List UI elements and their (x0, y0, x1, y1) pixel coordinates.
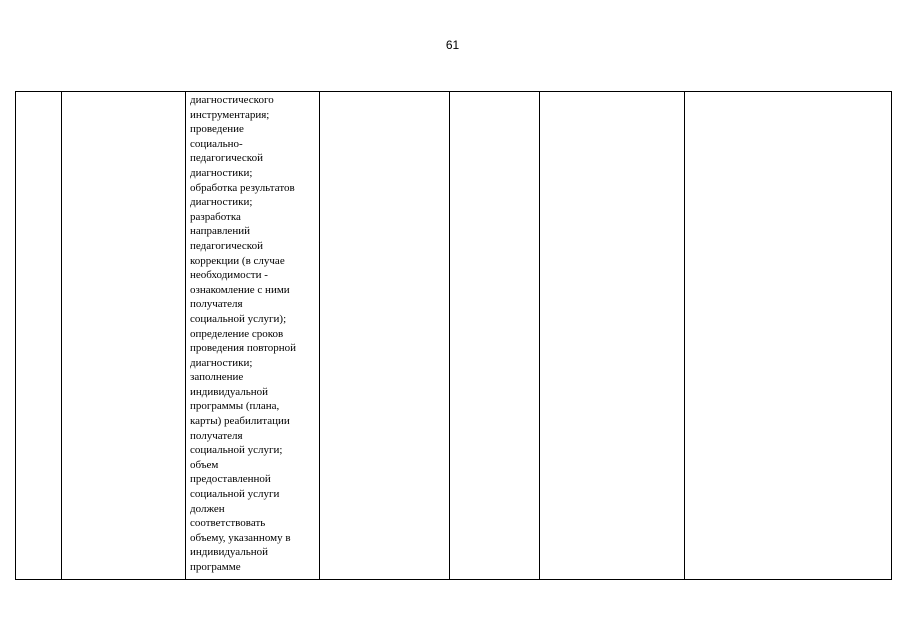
table-cell-column-6 (540, 92, 685, 580)
table-cell-column-7 (685, 92, 892, 580)
table-cell-column-5 (450, 92, 540, 580)
page-number: 61 (445, 38, 460, 52)
table-cell-service-description (186, 92, 320, 580)
service-description-text: диагностического инструментария; проведение социально- педагогической диагностики; обработка результатов диагностики; разработка направлений педагогической коррекции (в случае необходимости - ознакомление с ними получателя социальной услуги); определение сроков проведения повторной диагностики; заполнение индивидуальной программы (плана, карты) реабилитации получателя социальной услуги; объем предоставленной социальной услуги должен соответствовать объему, указанному в индивидуальной программе (190, 94, 297, 573)
table-cell-column-4 (320, 92, 450, 580)
table-cell-service-name (62, 92, 186, 580)
service-standards-table (15, 91, 892, 580)
table-row (16, 92, 892, 580)
table-cell-number (16, 92, 62, 580)
